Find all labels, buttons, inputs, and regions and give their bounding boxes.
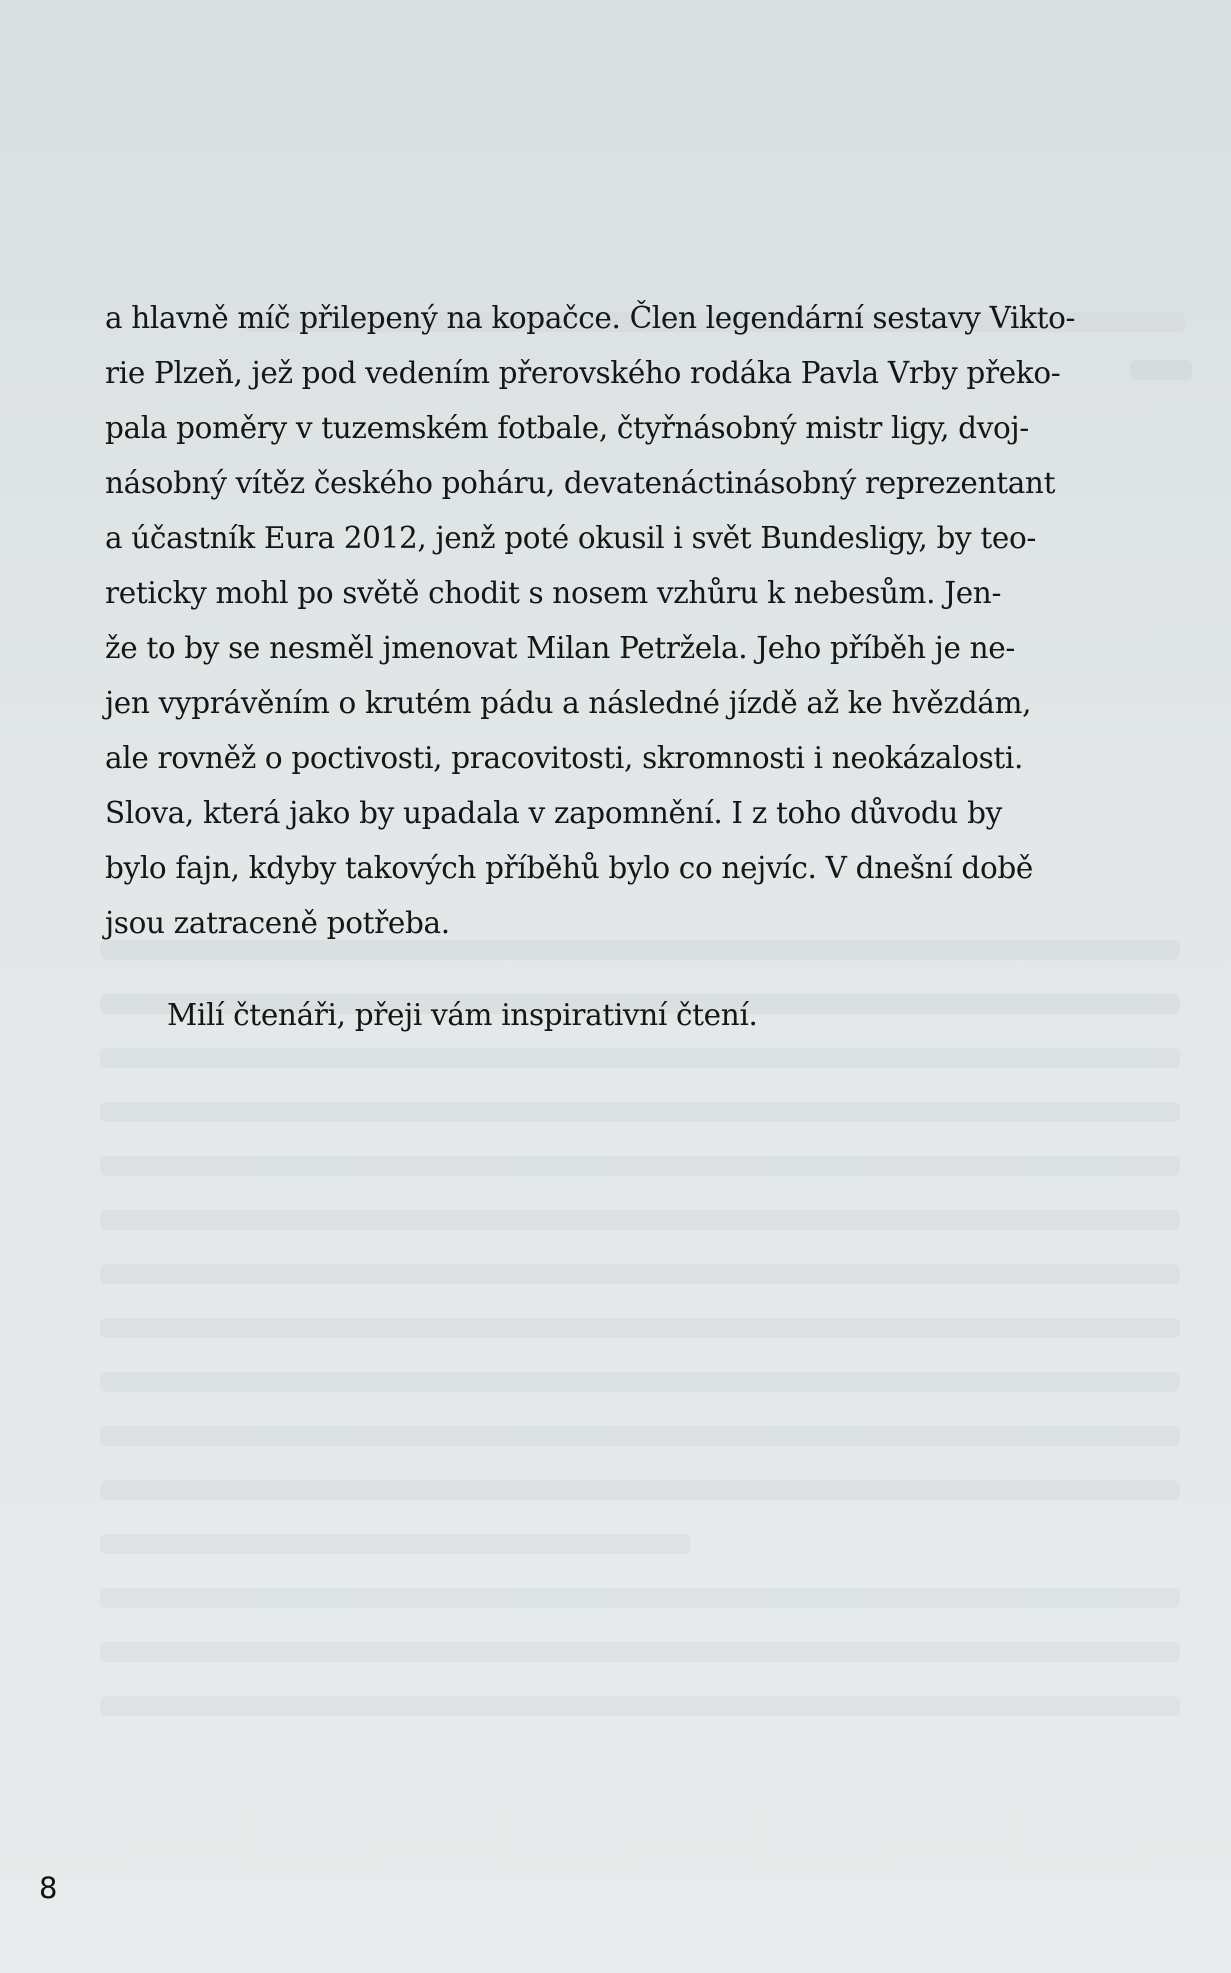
text-line: pala poměry v tuzemském fotbale, čtyřnásobný mistr ligy, dvoj- — [105, 411, 1029, 445]
text-line: násobný vítěz českého poháru, devatenáctinásobný reprezentant — [105, 466, 1056, 500]
bleed-through-line — [100, 1696, 1180, 1716]
text-line: a hlavně míč přilepený na kopačce. Člen legendární sestavy Vikto- — [105, 301, 1076, 335]
bleed-through-line — [100, 1048, 1180, 1068]
bleed-through-line — [100, 1426, 1180, 1446]
text-line: a účastník Eura 2012, jenž poté okusil i svět Bundesligy, by teo- — [105, 521, 1037, 555]
text-line: reticky mohl po světě chodit s nosem vzhůru k nebesům. Jen- — [105, 576, 1002, 610]
bleed-through-line — [100, 1318, 1180, 1338]
text-line: že to by se nesměl jmenovat Milan Petržela. Jeho příběh je ne- — [105, 631, 1015, 665]
page-number: 8 — [39, 1871, 58, 1905]
bleed-through-line — [100, 1372, 1180, 1392]
bleed-through-line — [100, 1642, 1180, 1662]
text-line: jsou zatraceně potřeba. — [105, 906, 450, 940]
bleed-through-line — [100, 1534, 690, 1554]
bleed-through-line — [100, 1480, 1180, 1500]
body-text — [105, 291, 1195, 1043]
closing-line: Milí čtenáři, přeji vám inspirativní čtení. — [167, 998, 758, 1032]
bleed-through-line — [100, 1588, 1180, 1608]
text-line: ale rovněž o poctivosti, pracovitosti, skromnosti i neokázalosti. — [105, 741, 1024, 775]
bleed-through-line — [100, 1210, 1180, 1230]
paragraph-gap — [105, 951, 1195, 988]
text-line: Slova, která jako by upadala v zapomnění. I z toho důvodu by — [105, 796, 1002, 830]
text-line: rie Plzeň, jež pod vedením přerovského rodáka Pavla Vrby překo- — [105, 356, 1061, 390]
text-line: jen vyprávěním o krutém pádu a následné jízdě až ke hvězdám, — [105, 686, 1032, 720]
text-line: bylo fajn, kdyby takových příběhů bylo co nejvíc. V dnešní době — [105, 851, 1034, 885]
bleed-through-line — [100, 1102, 1180, 1122]
bleed-through-line — [100, 1156, 1180, 1176]
bleed-through-line — [100, 1264, 1180, 1284]
